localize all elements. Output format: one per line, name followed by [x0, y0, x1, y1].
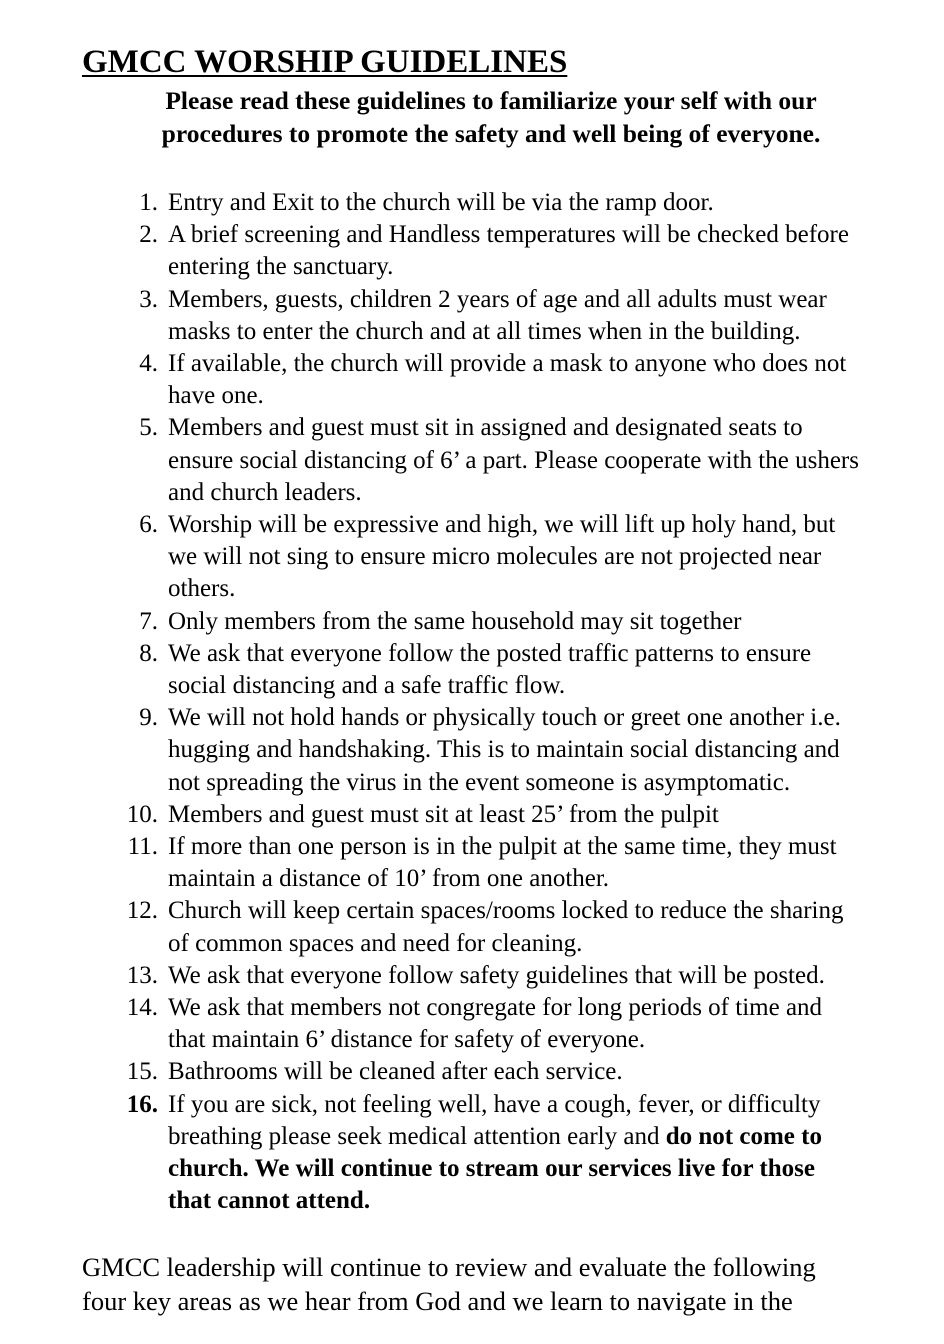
guideline-number: 9.: [139, 704, 158, 732]
guideline-text: [168, 1089, 904, 1218]
guideline-number: 4.: [139, 350, 158, 378]
guideline-line: others.: [168, 575, 236, 603]
guideline-number: 8.: [139, 639, 158, 667]
guideline-item-3: [0, 284, 944, 348]
guideline-item-6: [0, 509, 944, 606]
guideline-number: 15.: [126, 1058, 158, 1086]
guideline-number: 6.: [139, 511, 158, 539]
guideline-line-mixed: [168, 1121, 904, 1153]
guideline-item-1: [0, 187, 944, 219]
guideline-line-regular: breathing please seek medical attention early and: [168, 1122, 666, 1150]
closing-line-2: four key areas as we hear from God and we learn to navigate in the: [82, 1286, 793, 1316]
guideline-text: [168, 895, 904, 959]
guideline-number: 16.: [126, 1090, 158, 1118]
guideline-number: 10.: [126, 800, 158, 828]
guideline-line: Members and guest must sit at least 25’ from the pulpit: [168, 800, 719, 828]
guideline-item-10: [0, 799, 944, 831]
guideline-line: we will not sing to ensure micro molecules are not projected near: [168, 543, 822, 571]
guideline-line: Bathrooms will be cleaned after each service.: [168, 1058, 623, 1086]
guideline-line: Church will keep certain spaces/rooms locked to reduce the sharing: [168, 897, 844, 925]
guideline-text: [168, 348, 904, 412]
guideline-item-8: [0, 638, 944, 702]
guideline-text: [168, 702, 904, 799]
guideline-item-16: [0, 1089, 944, 1218]
guideline-item-2: [0, 219, 944, 283]
subtitle-line-1: Please read these guidelines to familiarize your self with our: [165, 86, 817, 115]
guideline-text: [168, 412, 904, 509]
guideline-item-11: [0, 831, 944, 895]
guideline-text: [168, 284, 904, 348]
guidelines-list: [0, 187, 944, 1218]
guideline-line: We will not hold hands or physically touch or greet one another i.e.: [168, 704, 841, 732]
guideline-text: [168, 187, 904, 219]
guideline-number: 12.: [126, 897, 158, 925]
guideline-item-4: [0, 348, 944, 412]
guideline-line: maintain a distance of 10’ from one another.: [168, 865, 610, 893]
guideline-number: 5.: [139, 414, 158, 442]
document-title: GMCC WORSHIP GUIDELINES: [82, 44, 568, 80]
guideline-text: [168, 831, 904, 895]
guideline-number: 2.: [139, 221, 158, 249]
guideline-line: Members, guests, children 2 years of age and all adults must wear: [168, 285, 827, 313]
guideline-item-12: [0, 895, 944, 959]
guideline-line: Worship will be expressive and high, we will lift up holy hand, but: [168, 511, 836, 539]
guideline-number: 1.: [139, 189, 158, 216]
guideline-number: 7.: [139, 607, 158, 635]
guideline-text: [168, 799, 904, 831]
guideline-line: If you are sick, not feeling well, have a cough, fever, or difficulty: [168, 1090, 821, 1118]
guideline-line-bold: that cannot attend.: [168, 1187, 371, 1215]
guideline-number: 13.: [126, 961, 158, 989]
guideline-line-bold: church. We will continue to stream our services live for those: [168, 1155, 815, 1183]
guideline-number: 11.: [127, 833, 158, 861]
guideline-item-13: [0, 960, 944, 992]
guideline-line: Members and guest must sit in assigned and designated seats to: [168, 414, 803, 442]
guideline-line: Entry and Exit to the church will be via the ramp door.: [168, 189, 714, 216]
guideline-text: [168, 1056, 904, 1088]
guideline-line: of common spaces and need for cleaning.: [168, 929, 583, 957]
guideline-line: masks to enter the church and at all times when in the building.: [168, 317, 801, 345]
guideline-item-5: [0, 412, 944, 509]
guideline-line: If more than one person is in the pulpit at the same time, they must: [168, 833, 837, 861]
guideline-number: 3.: [139, 285, 158, 313]
guideline-line: We ask that members not congregate for long periods of time and: [168, 994, 823, 1022]
guideline-line: hugging and handshaking. This is to maintain social distancing and: [168, 736, 840, 764]
guideline-line: have one.: [168, 382, 264, 410]
guideline-item-9: [0, 702, 944, 799]
guideline-text: [168, 509, 904, 606]
guideline-text: [168, 638, 904, 702]
guideline-number: 14.: [126, 994, 158, 1022]
guideline-line-bold: do not come to: [665, 1122, 822, 1150]
guideline-line: We ask that everyone follow safety guidelines that will be posted.: [168, 961, 825, 989]
guideline-text: [168, 219, 904, 283]
guideline-item-14: [0, 992, 944, 1056]
guideline-line: and church leaders.: [168, 478, 362, 506]
closing-paragraph: [82, 1250, 902, 1318]
guideline-item-7: [0, 606, 944, 638]
guideline-line: entering the sanctuary.: [168, 253, 394, 281]
guideline-line: We ask that everyone follow the posted traffic patterns to ensure: [168, 639, 812, 667]
guideline-text: [168, 992, 904, 1056]
guideline-line: that maintain 6’ distance for safety of everyone.: [168, 1026, 646, 1054]
closing-line-1: GMCC leadership will continue to review and evaluate the following: [82, 1252, 816, 1282]
document-subtitle: [82, 84, 900, 150]
guideline-text: [168, 606, 904, 638]
guideline-line: Only members from the same household may sit together: [168, 607, 742, 635]
guideline-line: A brief screening and Handless temperatures will be checked before: [168, 221, 849, 249]
guideline-line: ensure social distancing of 6’ a part. Please cooperate with the ushers: [168, 446, 859, 474]
guideline-line: social distancing and a safe traffic flow.: [168, 672, 566, 700]
guideline-line: If available, the church will provide a mask to anyone who does not: [168, 350, 847, 378]
guideline-item-15: [0, 1056, 944, 1088]
guideline-text: [168, 960, 904, 992]
guideline-line: not spreading the virus in the event someone is asymptomatic.: [168, 768, 791, 796]
subtitle-line-2: procedures to promote the safety and well being of everyone.: [161, 119, 821, 148]
